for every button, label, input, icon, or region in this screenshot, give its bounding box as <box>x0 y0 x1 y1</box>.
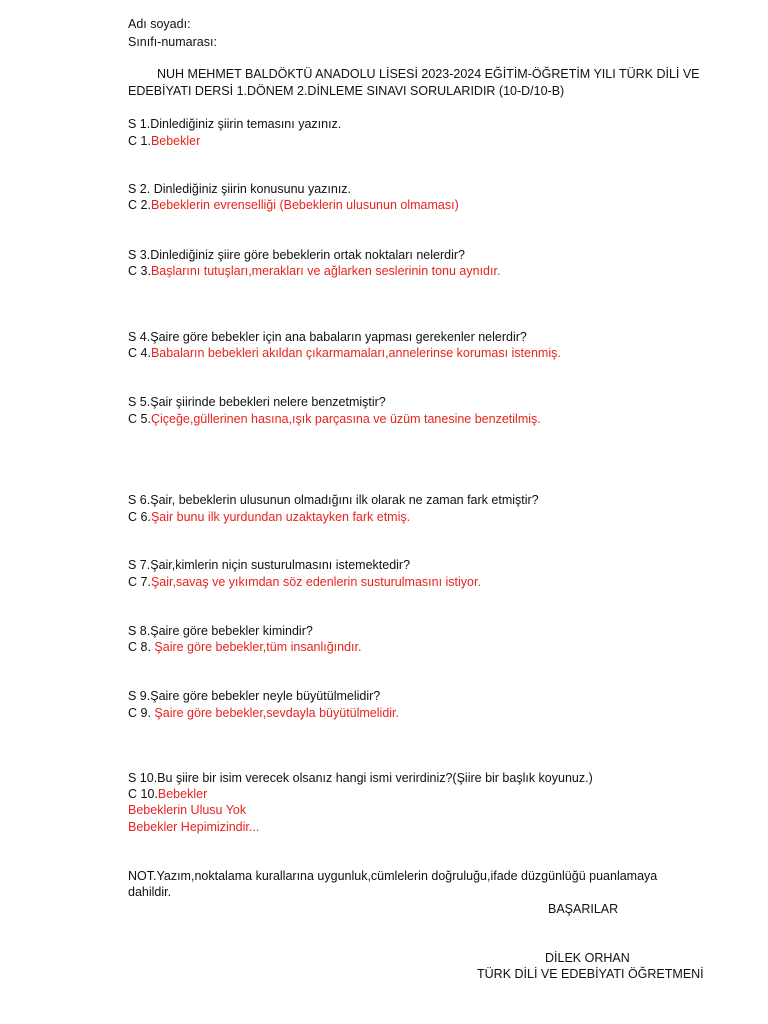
exam-title-line1: NUH MEHMET BALDÖKTÜ ANADOLU LİSESİ 2023-2024 EĞİTİM-ÖĞRETİM YILI TÜRK DİLİ VE <box>157 67 700 81</box>
question-1: S 1.Dinlediğiniz şiirin temasını yazınız. <box>128 117 342 131</box>
answer-text: Şaire göre bebekler,tüm insanlığındır. <box>154 640 362 654</box>
question-5: S 5.Şair şiirinde bebekleri nelere benzetmiştir? <box>128 395 386 409</box>
answer-6 <box>128 509 410 525</box>
answer-text: Çiçeğe,güllerinen hasına,ışık parçasına ve üzüm tanesine benzetilmiş. <box>150 412 541 426</box>
answer-10-alt-2: Bebekler Hepimizindir... <box>128 820 260 834</box>
question-7: S 7.Şair,kimlerin niçin susturulmasını istemektedir? <box>128 558 411 572</box>
answer-prefix: C 9. <box>128 706 155 720</box>
answer-prefix: C 6. <box>128 510 151 524</box>
answer-prefix: C 2. <box>128 198 151 212</box>
answer-8 <box>128 639 361 655</box>
answer-text: Bebeklerin evrenselliği (Bebeklerin ulusunun olmaması) <box>150 198 459 212</box>
answer-prefix: C 4. <box>128 346 151 360</box>
answer-2 <box>128 197 459 213</box>
answer-prefix: C 7. <box>128 575 151 589</box>
answer-4 <box>128 345 561 361</box>
question-3: S 3.Dinlediğiniz şiire göre bebeklerin ortak noktaları nelerdir? <box>128 248 465 262</box>
grading-note: NOT.Yazım,noktalama kurallarına uygunluk,cümlelerin doğruluğu,ifade düzgünlüğü puanlamaya dahildir. <box>128 869 658 899</box>
question-6: S 6.Şair, bebeklerin ulusunun olmadığını ilk olarak ne zaman fark etmiştir? <box>128 493 539 507</box>
answer-10 <box>128 786 207 802</box>
answer-7 <box>128 574 481 590</box>
question-8: S 8.Şaire göre bebekler kimindir? <box>128 624 313 638</box>
answer-text: Şair,savaş ve yıkımdan söz edenlerin susturulmasını istiyor. <box>150 575 481 589</box>
answer-text: Bebekler <box>157 787 208 801</box>
answer-3 <box>128 263 500 279</box>
answer-prefix: C 1. <box>128 134 151 148</box>
closing-text: BAŞARILAR <box>548 902 619 916</box>
answer-1 <box>128 133 200 149</box>
student-class-label: Sınıfı-numarası: <box>128 35 217 49</box>
answer-text: Başlarını tutuşları,merakları ve ağlarken seslerinin tonu aynıdır. <box>150 264 501 278</box>
answer-5 <box>128 411 541 427</box>
exam-title-line2: EDEBİYATI DERSİ 1.DÖNEM 2.DİNLEME SINAVI SORULARIDIR (10-D/10-B) <box>128 84 565 98</box>
answer-text: Şaire göre bebekler,sevdayla büyütülmelidir. <box>154 706 399 720</box>
question-9: S 9.Şaire göre bebekler neyle büyütülmelidir? <box>128 689 381 703</box>
question-4: S 4.Şaire göre bebekler için ana babaların yapması gerekenler nelerdir? <box>128 330 527 344</box>
answer-prefix: C 5. <box>128 412 151 426</box>
teacher-title: TÜRK DİLİ VE EDEBİYATI ÖĞRETMENİ <box>477 967 704 981</box>
answer-text: Babaların bebekleri akıldan çıkarmamaları,annelerinse koruması istenmiş. <box>150 346 561 360</box>
answer-prefix: C 3. <box>128 264 151 278</box>
question-10: S 10.Bu şiire bir isim verecek olsanız hangi ismi verirdiniz?(Şiire bir başlık koyunuz.) <box>128 771 593 785</box>
teacher-name: DİLEK ORHAN <box>545 951 630 965</box>
answer-text: Bebekler <box>150 134 201 148</box>
question-2: S 2. Dinlediğiniz şiirin konusunu yazınız. <box>128 182 352 196</box>
student-name-label: Adı soyadı: <box>128 17 191 31</box>
answer-prefix: C 8. <box>128 640 155 654</box>
answer-prefix: C 10. <box>128 787 158 801</box>
answer-10-alt-1: Bebeklerin Ulusu Yok <box>128 803 247 817</box>
answer-text: Şair bunu ilk yurdundan uzaktayken fark etmiş. <box>150 510 411 524</box>
answer-9 <box>128 705 399 721</box>
